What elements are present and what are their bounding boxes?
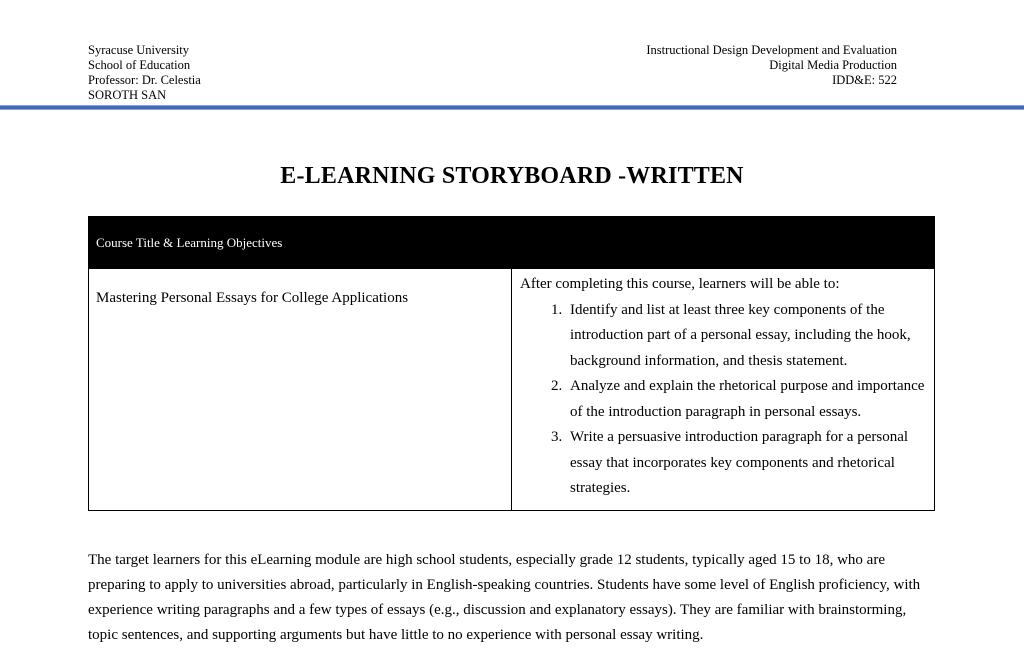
header-rule xyxy=(0,105,1024,110)
objectives-table xyxy=(88,216,935,511)
objective-item-1: 1. Identify and list at least three key components of the introduction part of a personal essay, including the hook, background information, and thesis statement. xyxy=(566,298,928,375)
header-line-author: SOROTH SAN xyxy=(88,88,167,102)
target-learners-paragraph: The target learners for this eLearning module are high school students, especially grade 12 students, typically aged 15 to 18, who are preparing to apply to universities abroad, particularly in English-speaking countries. Students have some level of English proficiency, with experience writing paragraphs and a few types of essays (e.g., discussion and explanatory essays). They are familiar with brainstorming, topic sentences, and supporting arguments but have little to no experience with personal essay writing. xyxy=(88,551,921,643)
header-left-block xyxy=(88,43,201,103)
header-line-program: Instructional Design Development and Evaluation xyxy=(646,43,897,57)
learning-objectives-cell xyxy=(512,269,935,511)
table-body-row xyxy=(89,269,935,511)
document-header xyxy=(0,0,1024,103)
objective-item-2: 2. Analyze and explain the rhetorical purpose and importance of the introduction paragraph in personal essays. xyxy=(566,374,928,425)
objective-item-3: 3. Write a persuasive introduction paragraph for a personal essay that incorporates key components and rhetorical strategies. xyxy=(566,425,928,502)
header-line-course-name: Digital Media Production xyxy=(769,58,897,72)
page-title: E-LEARNING STORYBOARD -WRITTEN xyxy=(280,163,744,189)
header-line-school: School of Education xyxy=(88,58,191,72)
header-right-block xyxy=(646,43,897,88)
header-line-professor: Professor: Dr. Celestia xyxy=(88,73,201,87)
table-header-row xyxy=(89,217,935,269)
objectives-list xyxy=(520,298,928,502)
objectives-intro: After completing this course, learners will be able to: xyxy=(520,276,840,292)
header-line-course-code: IDD&E: 522 xyxy=(832,73,897,87)
header-line-university: Syracuse University xyxy=(88,43,190,57)
table-header-cell: Course Title & Learning Objectives xyxy=(89,217,935,269)
course-title-cell: Mastering Personal Essays for College Applications xyxy=(89,269,512,511)
